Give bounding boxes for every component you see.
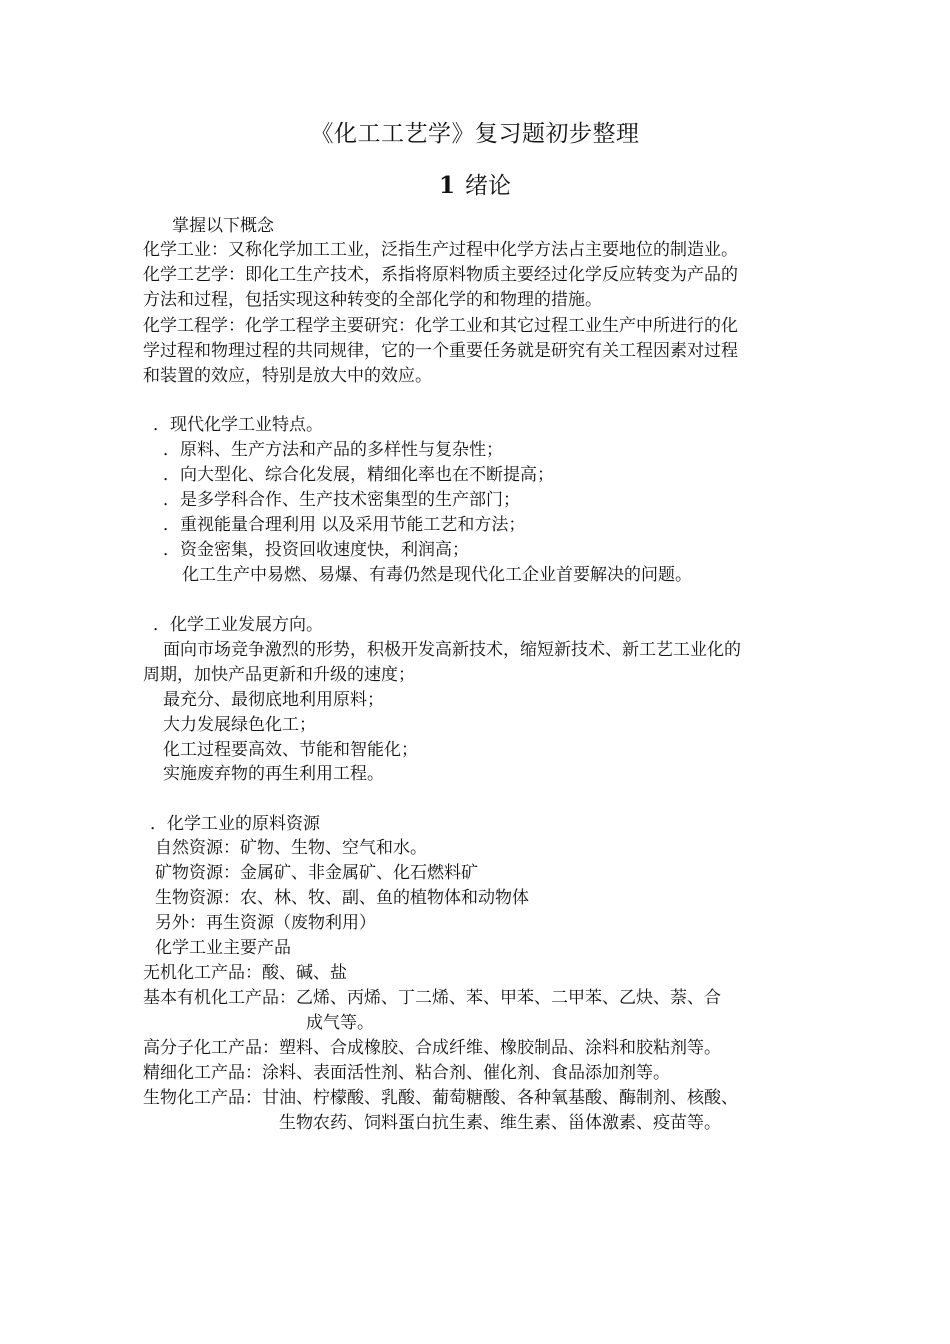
document-title: 《化工工艺学》复习题初步整理	[310, 121, 640, 147]
product-basic-organic-line2: 成气等。	[306, 1013, 374, 1033]
concept-chem-engineering-line2: 学过程和物理过程的共同规律，它的一个重要任务就是研究有关工程因素对过程	[143, 341, 738, 361]
feature-item: ．原料、生产方法和产品的多样性与复杂性；	[163, 440, 503, 460]
concept-chem-technology-line2: 方法和过程，包括实现这种转变的全部化学的和物理的措施。	[143, 290, 602, 310]
feature-item: ．重视能量合理利用 以及采用节能工艺和方法；	[163, 515, 526, 535]
chapter-number: 1	[438, 172, 455, 199]
resource-item: 生物资源：农、林、牧、副、鱼的植物体和动物体	[155, 888, 529, 908]
concepts-heading: 掌握以下概念	[172, 216, 274, 236]
direction-item: 化工过程要高效、节能和智能化；	[163, 740, 418, 760]
product-inorganic: 无机化工产品：酸、碱、盐	[143, 963, 347, 983]
resource-item: 另外：再生资源（废物利用）	[155, 913, 376, 933]
product-fine: 精细化工产品：涂料、表面活性剂、粘合剂、催化剂、食品添加剂等。	[143, 1063, 670, 1083]
feature-item: ．资金密集，投资回收速度快，利润高；	[163, 540, 469, 560]
product-bio-line1: 生物化工产品：甘油、柠檬酸、乳酸、葡萄糖酸、各种氧基酸、酶制剂、核酸、	[143, 1088, 738, 1108]
product-basic-organic-line1: 基本有机化工产品：乙烯、丙烯、丁二烯、苯、甲苯、二甲苯、乙炔、萘、合	[143, 988, 721, 1008]
concept-chem-engineering-line1: 化学工程学：化学工程学主要研究：化学工业和其它过程工业生产中所进行的化	[143, 316, 738, 336]
feature-item: ．向大型化、综合化发展，精细化率也在不断提高；	[163, 465, 554, 485]
product-bio-line2: 生物农药、饲料蛋白抗生素、维生素、甾体激素、疫苗等。	[279, 1113, 721, 1133]
concept-chem-engineering-line3: 和装置的效应，特别是放大中的效应。	[143, 366, 432, 386]
features-heading: ．现代化学工业特点。	[153, 415, 323, 435]
direction-intro-line1: 面向市场竞争激烈的形势，积极开发高新技术，缩短新技术、新工艺工业化的	[163, 640, 741, 660]
direction-item: 实施废弃物的再生利用工程。	[163, 764, 384, 784]
concept-chem-industry: 化学工业：又称化学加工工业，泛指生产过程中化学方法占主要地位的制造业。	[143, 240, 738, 260]
chapter-heading	[0, 170, 950, 202]
feature-item: ．是多学科合作、生产技术密集型的生产部门；	[163, 490, 520, 510]
features-note: 化工生产中易燃、易爆、有毒仍然是现代化工企业首要解决的问题。	[182, 565, 692, 585]
direction-intro-line2: 周期，加快产品更新和升级的速度；	[143, 665, 415, 685]
concept-chem-technology-line1: 化学工艺学：即化工生产技术，系指将原料物质主要经过化学反应转变为产品的	[143, 265, 738, 285]
resource-item: 矿物资源：金属矿、非金属矿、化石燃料矿	[155, 863, 478, 883]
resources-heading: ．化学工业的原料资源	[150, 814, 320, 834]
direction-item: 最充分、最彻底地利用原料；	[163, 690, 384, 710]
products-heading: 化学工业主要产品	[155, 938, 291, 958]
product-polymer: 高分子化工产品：塑料、合成橡胶、合成纤维、橡胶制品、涂料和胶粘剂等。	[143, 1038, 721, 1058]
chapter-name: 绪论	[465, 173, 511, 199]
direction-heading: ．化学工业发展方向。	[153, 615, 323, 635]
direction-item: 大力发展绿色化工；	[163, 715, 316, 735]
resource-item: 自然资源：矿物、生物、空气和水。	[155, 838, 427, 858]
